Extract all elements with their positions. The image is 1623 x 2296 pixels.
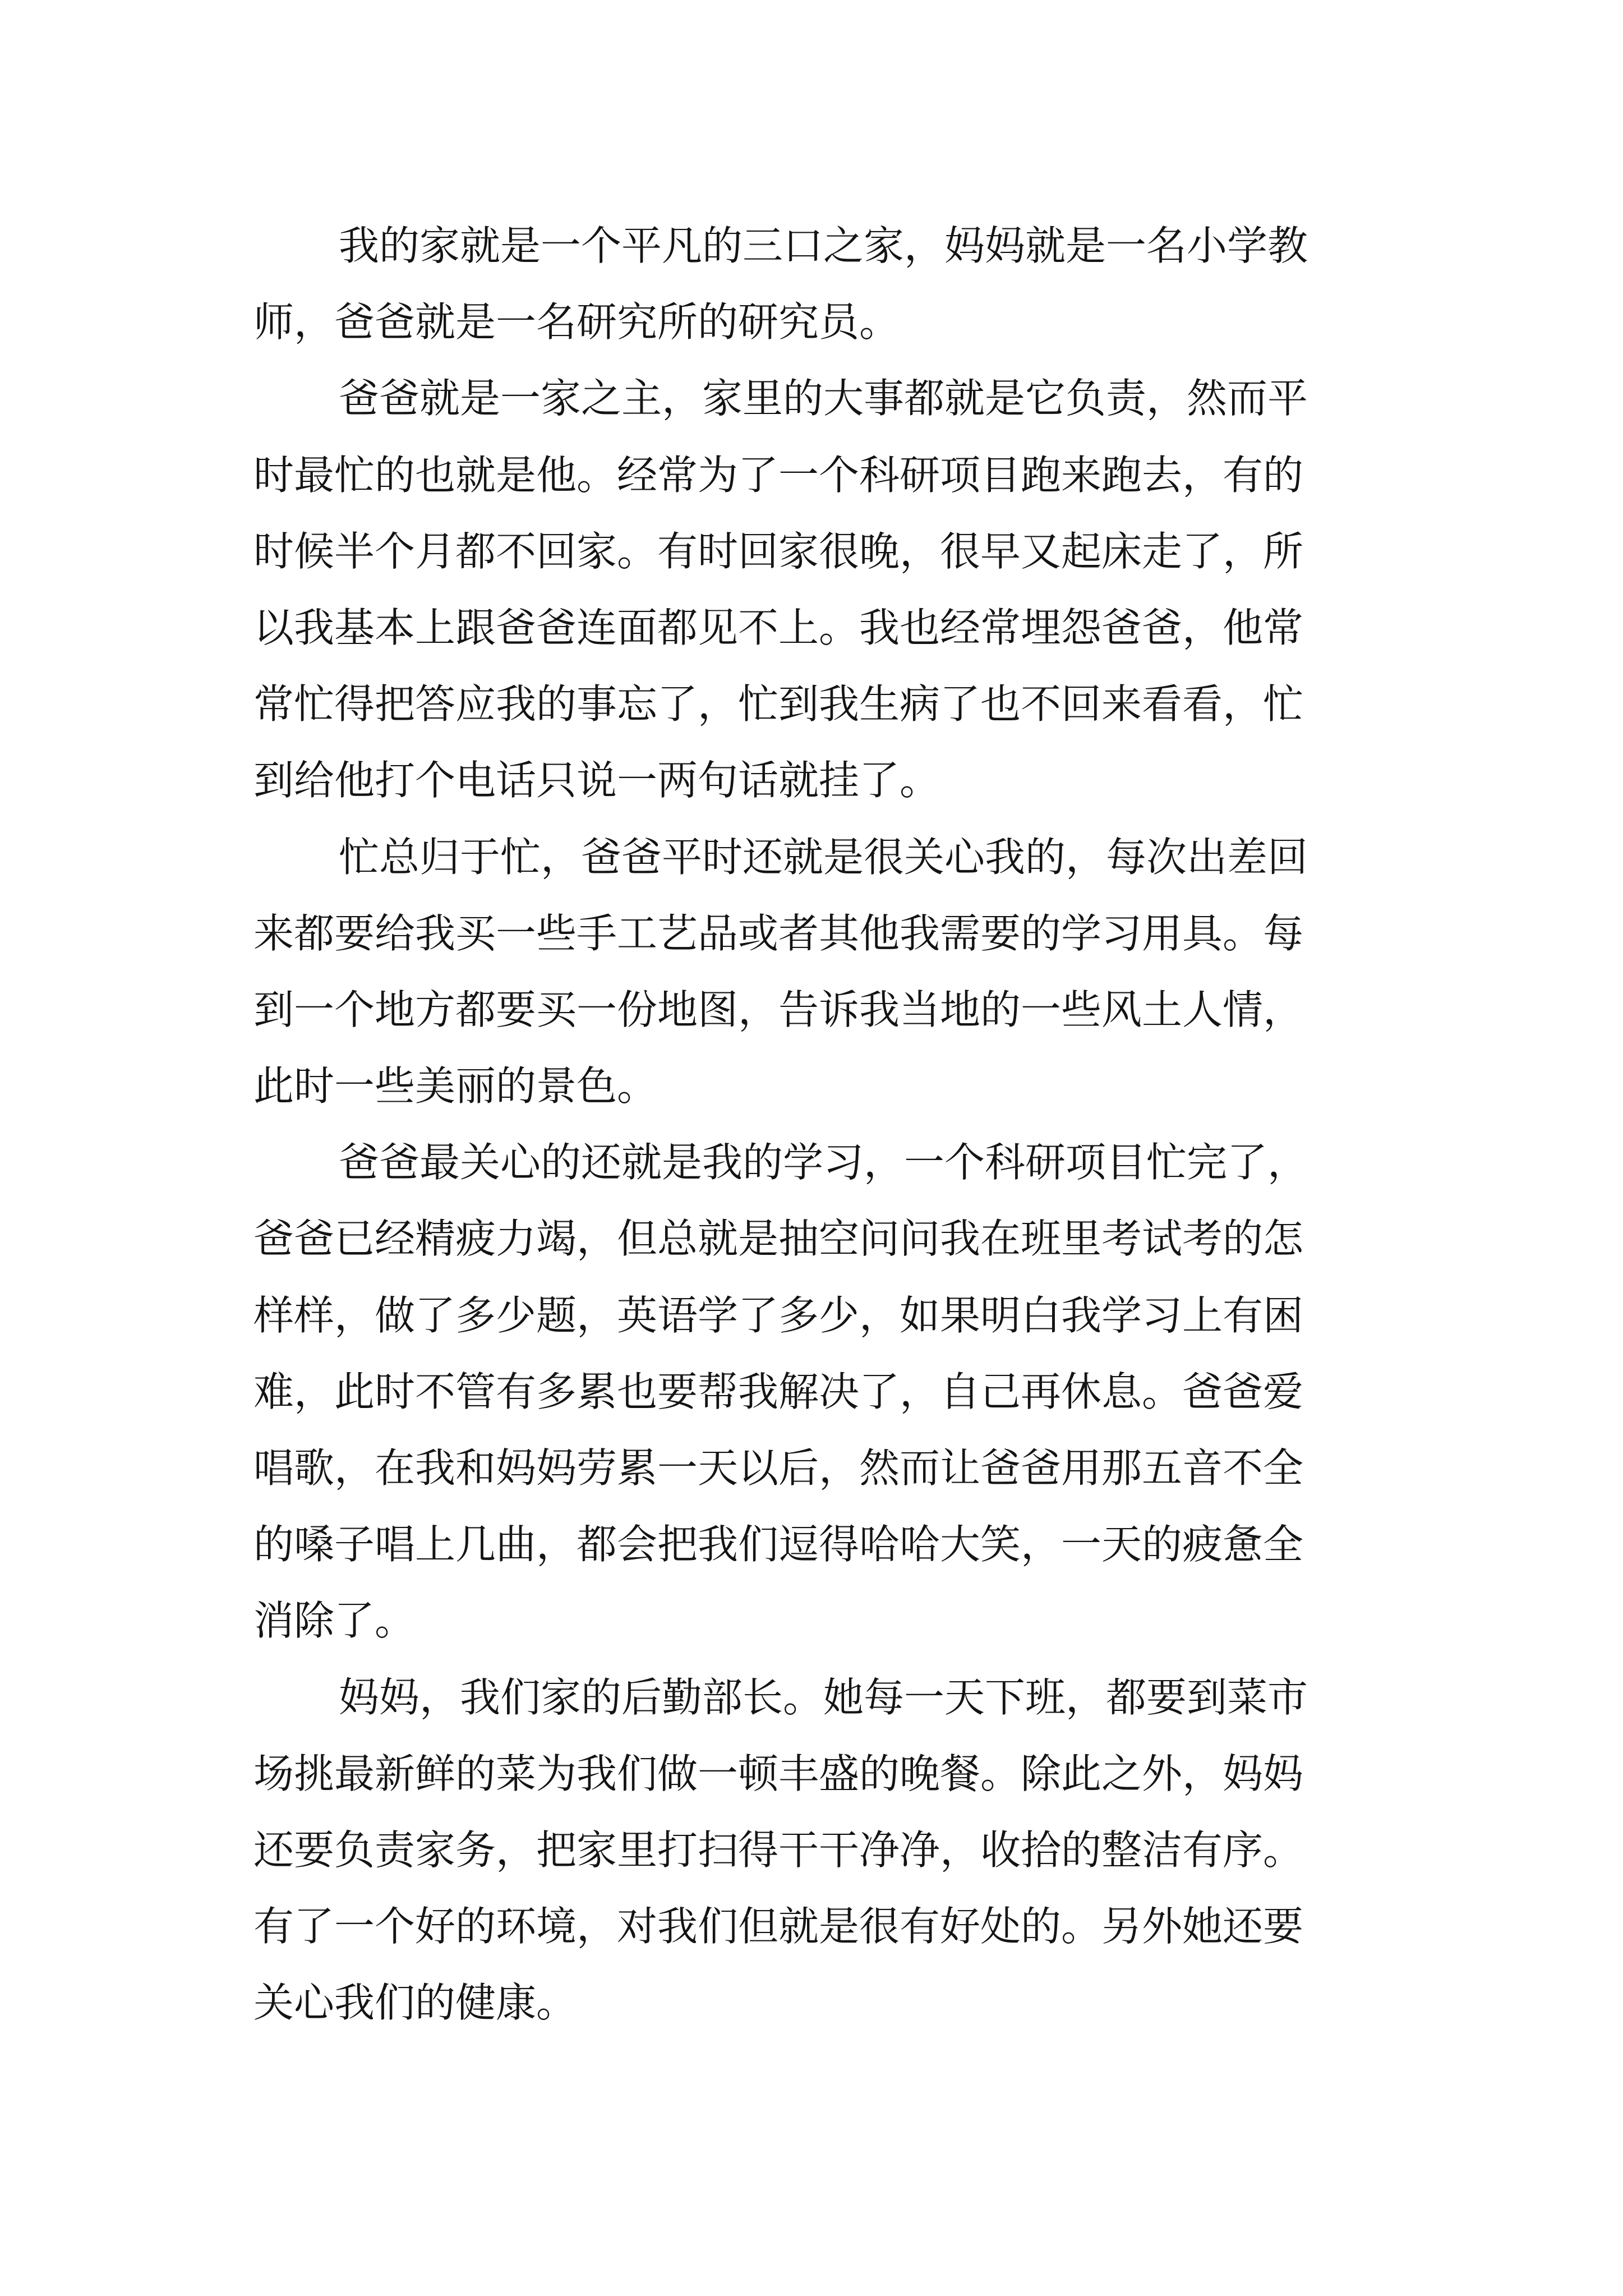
text-line: 还要负责家务，把家里打扫得干干净净，收拾的整洁有序。 [253,1826,1304,1874]
text-line: 忙总归于忙，爸爸平时还就是很关心我的，每次出差回 [339,833,1308,881]
text-line: 到给他打个电话只说一两句话就挂了。 [253,757,940,804]
text-line: 有了一个好的环境，对我们但就是很有好处的。另外她还要 [253,1903,1304,1950]
text-line: 到一个地方都要买一份地图，告诉我当地的一些风土人情， [253,986,1304,1033]
text-line: 爸爸已经精疲力竭，但总就是抽空问问我在班里考试考的怎 [253,1215,1304,1263]
text-line: 场挑最新鲜的菜为我们做一顿丰盛的晚餐。除此之外，妈妈 [253,1750,1304,1797]
text-line: 我的家就是一个平凡的三口之家，妈妈就是一名小学教 [339,222,1308,269]
text-line: 样样，做了多少题，英语学了多少，如果明白我学习上有困 [253,1291,1304,1339]
text-line: 妈妈，我们家的后勤部长。她每一天下班，都要到菜市 [339,1673,1308,1721]
text-line: 消除了。 [253,1597,416,1645]
text-line: 爸爸就是一家之主，家里的大事都就是它负责，然而平 [339,375,1308,422]
body-text [253,208,1403,2041]
text-line: 此时一些美丽的景色。 [253,1062,658,1110]
text-line: 师，爸爸就是一名研究所的研究员。 [253,298,900,346]
text-line: 时最忙的也就是他。经常为了一个科研项目跑来跑去，有的 [253,451,1304,499]
text-line: 以我基本上跟爸爸连面都见不上。我也经常埋怨爸爸，他常 [253,604,1304,651]
text-line: 时候半个月都不回家。有时回家很晚，很早又起床走了，所 [253,527,1304,575]
text-line: 来都要给我买一些手工艺品或者其他我需要的学习用具。每 [253,909,1304,957]
text-line: 的嗓子唱上几曲，都会把我们逗得哈哈大笑，一天的疲惫全 [253,1521,1304,1568]
text-line: 关心我们的健康。 [253,1979,577,2027]
text-line: 常忙得把答应我的事忘了，忙到我生病了也不回来看看，忙 [253,680,1304,728]
text-line: 唱歌，在我和妈妈劳累一天以后，然而让爸爸用那五音不全 [253,1444,1304,1492]
text-line: 爸爸最关心的还就是我的学习，一个科研项目忙完了， [339,1139,1308,1186]
text-line: 难，此时不管有多累也要帮我解决了，自己再休息。爸爸爱 [253,1368,1304,1415]
